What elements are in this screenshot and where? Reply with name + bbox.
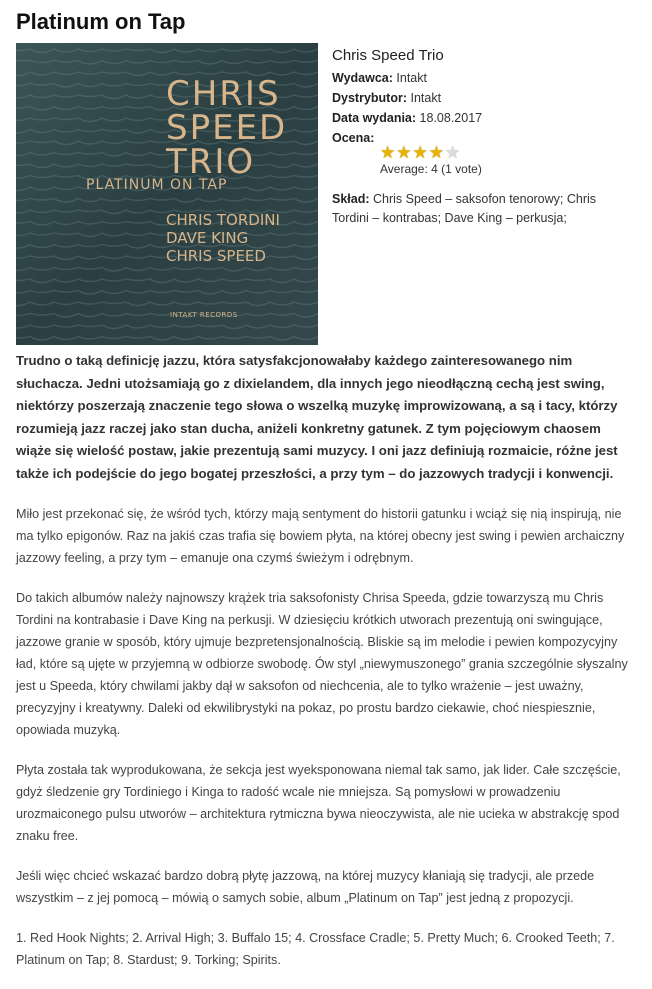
- star-outline-icon[interactable]: ★: [445, 143, 461, 162]
- cover-artist-line3: TRIO: [166, 142, 256, 182]
- album-cover[interactable]: [16, 43, 318, 345]
- album-cover-art: [16, 43, 318, 345]
- article-paragraph-2: Do takich albumów należy najnowszy krążek tria saksofonisty Chrisa Speeda, gdzie towarzyszą mu Chris Tordini na kontrabasie i Dave King na perkusji. W dziesięciu krótkich utworach prezentują oni swingujące, jazzowe granie w sposób, który ujmuje bezpretensjonalnością. Bliskie są im melodie i pewien kompozycyjny ład, które są ujęte w przyjemną w odbiorze swobodę. Ów styl „niewymuszonego” grania szczególnie słyszalny jest u Speeda, który chwilami jakby dął w saksofon od niechcenia, ale to tylko wrażenie – jest uważny, precyzyjny i kreatywny. Daleki od ekwilibrystyki na pokaz, po prostu bardzo ciekawie, choć niespiesznie, opowiada muzyką.: [16, 591, 628, 737]
- rating-row: [332, 128, 637, 148]
- publisher-value: Intakt: [396, 71, 427, 85]
- cover-album-title: PLATINUM ON TAP: [86, 177, 228, 193]
- release-date-row: [332, 108, 637, 128]
- lineup: [332, 190, 632, 228]
- cover-artist-line1: CHRIS: [166, 74, 281, 114]
- lineup-value: Chris Speed – saksofon tenorowy; Chris Tordini – kontrabas; Dave King – perkusja;: [332, 192, 597, 225]
- distributor-row: [332, 88, 637, 108]
- article-body: [16, 350, 638, 989]
- rating-stars[interactable]: [380, 144, 461, 160]
- star-icon[interactable]: ★: [428, 143, 444, 162]
- rating-label: Ocena:: [332, 131, 375, 145]
- star-icon[interactable]: ★: [412, 143, 428, 162]
- release-date-value: 18.08.2017: [419, 111, 483, 125]
- publisher-label: Wydawca:: [332, 71, 393, 85]
- page-title: Platinum on Tap: [16, 9, 186, 34]
- cover-musician-3: CHRIS SPEED: [166, 247, 266, 265]
- article-paragraph-3: Płyta została tak wyprodukowana, że sekcja jest wyeksponowana niemal tak samo, jak lider. Całe szczęście, gdyż śledzenie gry Tordiniego i Kinga to radość wcale nie mniejsza. Są pomysłowi w prowadzeniu urozmaiconego pulsu utworów – architektura rytmiczna bywa nieoczywista, ale nie ucieka w abstrakcję spod znaku free.: [16, 763, 621, 843]
- distributor-value: Intakt: [410, 91, 442, 105]
- cover-artist-line2: SPEED: [166, 108, 288, 148]
- article-paragraph-4: Jeśli więc chcieć wskazać bardzo dobrą płytę jazzową, na której muzycy kłaniają się tradycji, ale przede wszystkim – z jej pomocą – mówią o samych sobie, album „Platinum on Tap” jest jedną z propozycji.: [16, 869, 595, 905]
- rating-average: Average: 4 (1 vote): [380, 162, 482, 176]
- cover-label: INTAKT RECORDS: [170, 311, 238, 319]
- lineup-label: Skład:: [332, 192, 370, 206]
- album-info: [332, 46, 637, 225]
- cover-musician-1: CHRIS TORDINI: [166, 211, 280, 229]
- distributor-label: Dystrybutor:: [332, 91, 408, 105]
- release-date-label: Data wydania:: [332, 111, 417, 125]
- star-icon[interactable]: ★: [396, 143, 412, 162]
- publisher-row: [332, 68, 637, 88]
- tracklist: 1. Red Hook Nights; 2. Arrival High; 3. Buffalo 15; 4. Crossface Cradle; 5. Pretty Much; 6. Crooked Teeth; 7. Platinum on Tap; 8. Stardust; 9. Torking; Spirits.: [16, 931, 615, 967]
- article-paragraph-1: Miło jest przekonać się, że wśród tych, którzy mają sentyment do historii gatunku i wciąż się nią inspirują, nie ma tylko epigonów. Raz na jakiś czas trafia się bowiem płyta, na której obecny jest swing i pewien archaiczny jazzowy feeling, a przy tym – emanuje ona czymś świeżym i odrębnym.: [16, 507, 625, 565]
- cover-musician-2: DAVE KING: [166, 229, 249, 247]
- artist-name: Chris Speed Trio: [332, 47, 444, 64]
- star-icon[interactable]: ★: [380, 143, 396, 162]
- article-lead: Trudno o taką definicję jazzu, która satysfakcjonowałaby każdego zainteresowanego nim słuchacza. Jedni utożsamiają go z dixielandem, dla innych jego nieodłączną cechą jest swing, niektórzy poszerzają znaczenie tego słowa o wszelką muzykę improwizowaną, a są i tacy, którzy rozumieją jazz raczej jako stan ducha, aniżeli konkretny gatunek. Z tym pojęciowym chaosem wiąże się wielość postaw, jakie prezentują sami muzycy. I oni jazz definiują rozmaicie, różne jest także ich podejście do jego bogatej przeszłości, a przy tym – do jazzowych tradycji i konwencji.: [16, 353, 618, 481]
